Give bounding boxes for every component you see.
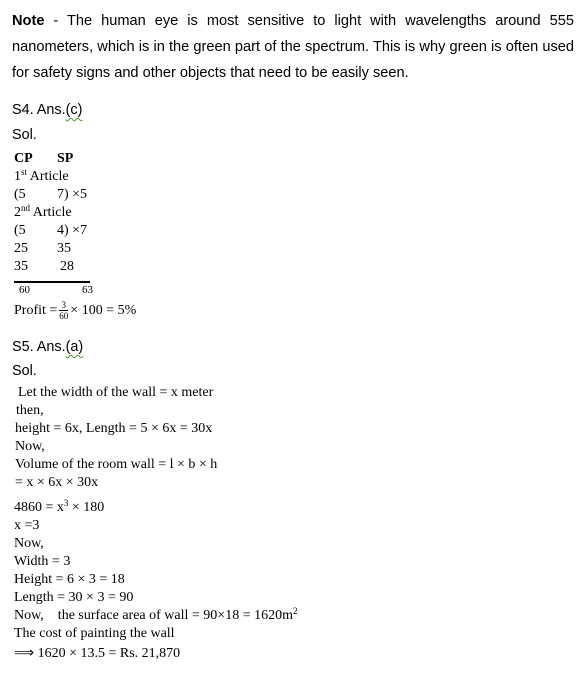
s4-article-2-rest: Article — [30, 205, 72, 220]
s4-row-2-right: 4) ×7 — [57, 223, 88, 238]
s4-article-1-rest: Article — [27, 169, 69, 184]
s4-profit-numerator: 3 — [59, 300, 68, 311]
s5-line-12: Length = 30 × 3 = 90 — [14, 590, 134, 605]
s5-line-2: then, — [16, 403, 44, 418]
s5-line-15: ⟹ 1620 × 13.5 = Rs. 21,870 — [14, 646, 181, 661]
s4-header-cp: CP — [14, 151, 33, 166]
s5-answer — [12, 339, 83, 355]
s5-line-6: = x × 6x × 30x — [15, 475, 99, 490]
note-text: - The human eye is most sensitive to light with wavelengths around 555 nanometers, which is in the green part of the spectrum. This is why green is often used for safety signs and other objects that need to be easily seen. — [12, 13, 574, 81]
s4-row-4-left: 35 — [14, 259, 28, 274]
s4-ans-prefix: S4. Ans. — [12, 102, 66, 118]
s4-profit-denominator: 60 — [59, 311, 69, 322]
s5-line-14: The cost of painting the wall — [14, 626, 175, 641]
s4-article-1 — [14, 169, 69, 185]
s4-article-2-sup: nd — [21, 203, 30, 213]
s5-ans-letter: (a) — [65, 339, 84, 355]
s5-line-9: Now, — [14, 536, 44, 551]
s4-total-right: 63 — [82, 284, 93, 296]
s5-line-3: height = 6x, Length = 5 × 6x = 30x — [15, 421, 213, 436]
s5-ans-prefix: S5. Ans. — [12, 339, 66, 355]
s4-article-2 — [14, 205, 72, 221]
s4-profit-prefix: Profit = — [14, 303, 58, 318]
s5-line-7-a: 4860 = x — [14, 500, 64, 515]
s5-line-13-a: Now, the surface area of wall = 90×18 = 1620m — [14, 608, 293, 623]
note-paragraph — [12, 8, 574, 86]
s5-line-10: Width = 3 — [14, 554, 71, 569]
s4-row-1-left: (5 — [14, 187, 26, 202]
s5-line-7-b: × 180 — [68, 500, 105, 515]
s4-row-1-right: 7) ×5 — [57, 187, 88, 202]
s4-header-sp: SP — [57, 151, 74, 166]
s5-line-8: x =3 — [14, 518, 40, 533]
s4-profit-fraction — [59, 300, 68, 321]
s4-article-1-num: 1 — [14, 169, 21, 184]
s4-total-left: 60 — [19, 284, 30, 296]
s5-line-13-sup: 2 — [292, 606, 298, 616]
s4-row-3-left: 25 — [14, 241, 28, 256]
s5-line-1: Let the width of the wall = x meter — [18, 385, 214, 400]
s4-article-2-num: 2 — [14, 205, 21, 220]
s4-profit-suffix: × 100 = 5% — [70, 303, 137, 318]
s4-answer — [12, 102, 82, 118]
s4-sum-rule — [14, 281, 90, 283]
s5-line-7 — [14, 500, 104, 516]
s4-row-4-right: 28 — [60, 259, 74, 274]
s4-ans-letter: (c) — [65, 102, 83, 118]
s4-row-2-left: (5 — [14, 223, 26, 238]
s5-line-4: Now, — [15, 439, 45, 454]
s4-profit-line — [14, 300, 136, 322]
s5-line-5: Volume of the room wall = l × b × h — [15, 457, 218, 472]
s4-article-1-sup: st — [21, 167, 28, 177]
s4-sol-label: Sol. — [12, 127, 37, 143]
s5-line-13 — [14, 608, 297, 624]
note-label: Note — [12, 13, 45, 29]
s5-line-7-sup: 3 — [63, 498, 69, 508]
s4-row-3-right: 35 — [57, 241, 71, 256]
s5-sol-label: Sol. — [12, 363, 37, 379]
s5-line-11: Height = 6 × 3 = 18 — [14, 572, 125, 587]
